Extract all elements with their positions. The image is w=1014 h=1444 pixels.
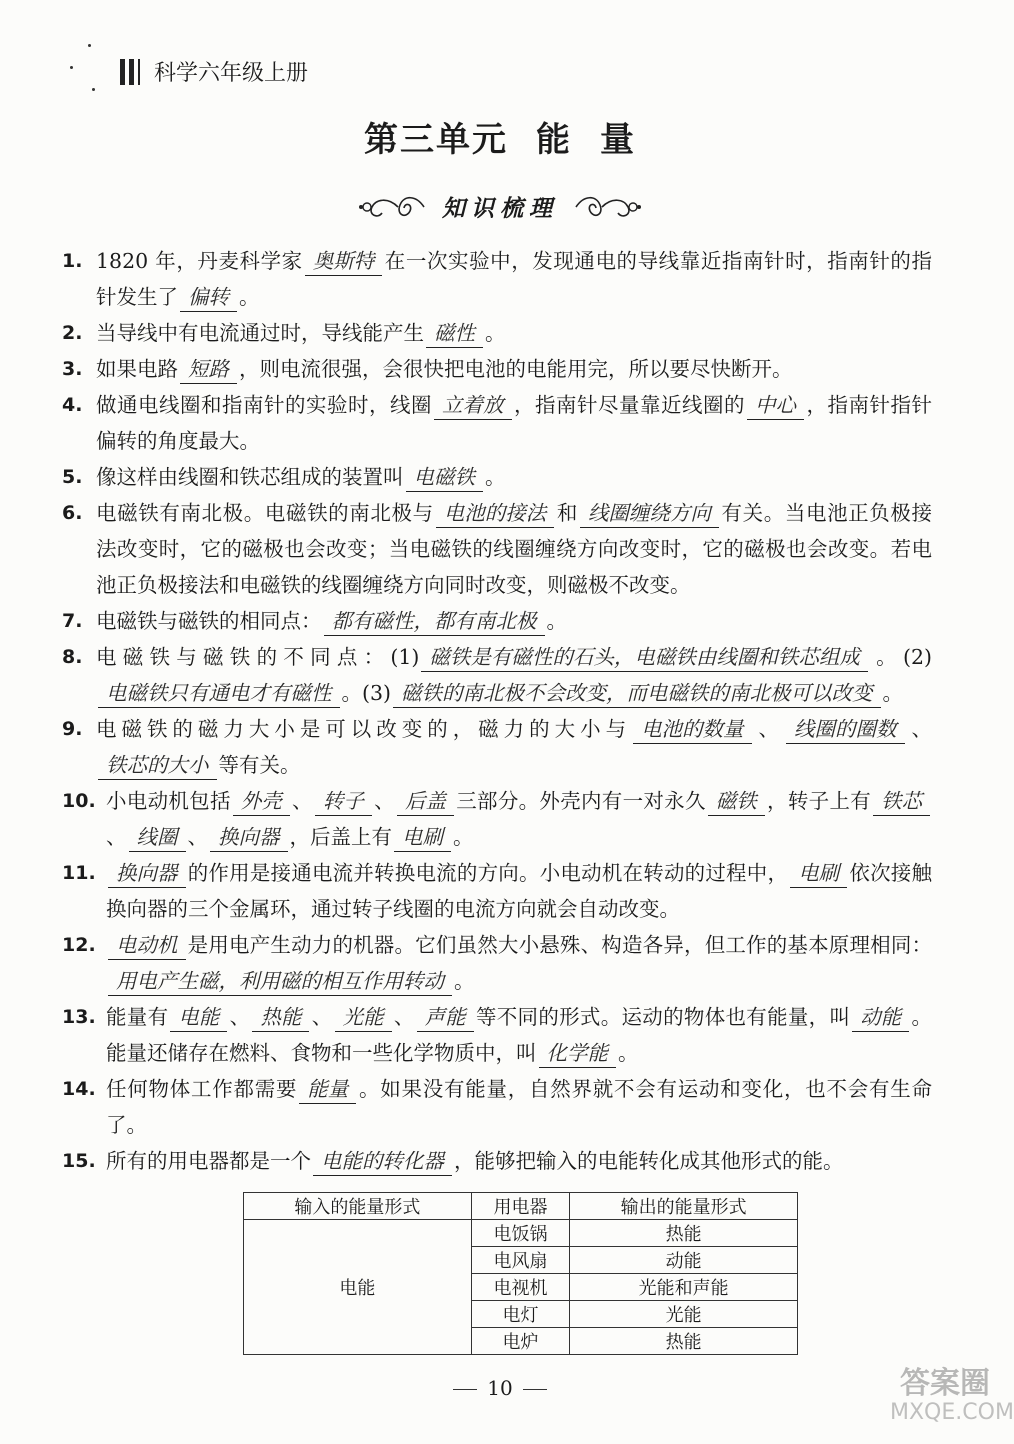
answer-blank: 短路 [180, 355, 237, 384]
item-text: 三部分。外壳内有一对永久 [455, 789, 706, 813]
item-text: 电磁铁与磁铁的不同点：(1) [96, 645, 420, 669]
answer-blank: 电能 [170, 1003, 227, 1032]
item-text: 、 [229, 1005, 251, 1029]
answer-blank: 中心 [747, 391, 804, 420]
item-text: 如果电路 [96, 357, 178, 381]
item-text: 是用电产生动力的机器。它们虽然大小悬殊、构造各异，但工作的基本原理相同： [187, 933, 932, 957]
item-text: 。如果没有能量，自然界就不会有运动和变化，也不会有生命了。 [106, 1077, 932, 1137]
device-cell: 电炉 [471, 1328, 570, 1355]
item-text: 电磁铁与磁铁的相同点： [96, 609, 322, 633]
table-header-row [244, 1193, 798, 1220]
item-text: 任何物体工作都需要 [106, 1077, 298, 1101]
item-text: 。 [485, 321, 506, 345]
answer-blank: 转子 [315, 787, 372, 816]
watermark-logo: 答案圈 [900, 1366, 990, 1401]
knowledge-list [62, 243, 932, 1179]
answer-blank: 电刷 [394, 823, 451, 852]
item-text: 。 [618, 1041, 639, 1065]
item-number: 1. [62, 250, 83, 272]
energy-conversion-table [243, 1192, 798, 1355]
item-text: 。 [453, 825, 474, 849]
answer-blank: 电动机 [108, 931, 186, 960]
device-cell: 电饭锅 [471, 1220, 570, 1247]
answer-blank: 能量 [299, 1075, 356, 1104]
item-text: 。 [485, 465, 506, 489]
item-text: 。能量还储存在燃料、食物和一些化学物质中，叫 [106, 1005, 933, 1065]
item-number: 11. [62, 862, 96, 884]
answer-blank: 电磁铁 [406, 463, 484, 492]
item-number: 5. [62, 466, 83, 488]
item-number: 4. [62, 394, 83, 416]
list-item-2 [62, 315, 932, 351]
item-number: 8. [62, 646, 83, 668]
answer-blank: 光能 [335, 1003, 392, 1032]
table-header-cell: 输出的能量形式 [570, 1193, 798, 1220]
answer-blank: 磁铁是有磁性的石头，电磁铁由线圈和铁芯组成 [421, 643, 868, 672]
answer-blank: 电磁铁只有通电才有磁性 [98, 679, 340, 708]
list-item-3 [62, 351, 932, 387]
item-number: 2. [62, 322, 83, 344]
answer-blank: 奥斯特 [305, 247, 383, 276]
answer-blank: 换向器 [210, 823, 288, 852]
answer-blank: 电池的接法 [436, 499, 555, 528]
item-text: 、 [753, 717, 785, 741]
item-text: 的作用是接通电流并转换电流的方向。小电动机在转动的过程中， [187, 861, 789, 885]
item-text: 、 [311, 1005, 333, 1029]
item-text: 等不同的形式。运动的物体也有能量，叫 [475, 1005, 851, 1029]
section-heading [0, 190, 1000, 223]
watermark-url: MXQE.COM [890, 1400, 1014, 1425]
item-text: ，则电流很强，会很快把电池的电能用完，所以要尽快断开。 [239, 357, 793, 381]
item-text: 等有关。 [218, 753, 301, 777]
item-text: 。(2) [869, 645, 932, 669]
item-text: 、 [393, 1005, 415, 1029]
item-text: 有关。当电池正负极接法改变时，它的磁极也会改变；当电磁铁的线圈缠绕方向改变时，它的磁极也会改变。若电池正负极接法和电磁铁的线圈缠绕方向同时改变，则磁极不改变。 [96, 501, 933, 597]
item-text: 在一次实验中，发现通电的导线靠近指南针时，指南针的指针发生了 [96, 249, 933, 309]
answer-blank: 电池的数量 [633, 715, 752, 744]
device-cell: 电风扇 [471, 1247, 570, 1274]
section-heading-text: 知识梳理 [442, 195, 558, 222]
item-text: 依次接触换向器的三个金属环，通过转子线圈的电流方向就会自动改变。 [106, 861, 933, 921]
output-cell: 光能 [570, 1301, 798, 1328]
list-item-4 [62, 387, 932, 459]
item-number: 10. [62, 790, 96, 812]
item-text: 和 [556, 501, 578, 525]
table-header-cell: 输入的能量形式 [244, 1193, 472, 1220]
list-item-6 [62, 495, 932, 603]
item-number: 12. [62, 934, 96, 956]
list-item-12 [62, 927, 932, 999]
list-item-1 [62, 243, 932, 315]
answer-blank: 都有磁性，都有南北极 [324, 607, 545, 636]
left-ornament-icon [358, 191, 428, 223]
item-text: ，指南针指针偏转的角度最大。 [96, 393, 932, 453]
answer-blank: 立着放 [434, 391, 512, 420]
answer-blank: 电刷 [790, 859, 847, 888]
output-cell: 热能 [570, 1328, 798, 1355]
item-number: 14. [62, 1078, 96, 1100]
item-text: 电磁铁的磁力大小是可以改变的，磁力的大小与 [96, 717, 632, 741]
answer-blank: 铁芯的大小 [98, 751, 217, 780]
answer-blank: 铁芯 [873, 787, 930, 816]
list-item-8 [62, 639, 932, 711]
item-text: 1820 年，丹麦科学家 [96, 249, 303, 273]
answer-blank: 动能 [852, 1003, 909, 1032]
title-unit: 第三单元 [364, 120, 508, 160]
page-number [0, 1376, 1000, 1400]
item-text: 做通电线圈和指南针的实验时，线圈 [96, 393, 432, 417]
item-text: 能量有 [106, 1005, 169, 1029]
item-number: 7. [62, 610, 83, 632]
item-text: 。(3) [341, 681, 392, 705]
item-text: 、 [187, 825, 208, 849]
scan-marks [68, 44, 98, 104]
item-text: 。 [882, 681, 904, 705]
header-text: 科学六年级上册 [154, 61, 309, 86]
item-text: 、 [106, 825, 127, 849]
item-text: 。 [546, 609, 567, 633]
answer-blank: 外壳 [233, 787, 290, 816]
item-text: 所有的用电器都是一个 [106, 1149, 311, 1173]
unit-title [0, 112, 1000, 161]
answer-blank: 后盖 [397, 787, 454, 816]
list-item-5 [62, 459, 932, 495]
item-number: 15. [62, 1150, 96, 1172]
title-char-2: 量 [600, 120, 636, 160]
item-text: ，后盖上有 [289, 825, 392, 849]
item-text: 。 [239, 285, 260, 309]
title-char-1: 能 [536, 120, 572, 160]
table-row [244, 1220, 798, 1247]
answer-blank: 磁性 [426, 319, 483, 348]
item-text: 像这样由线圈和铁芯组成的装置叫 [96, 465, 404, 489]
output-cell: 热能 [570, 1220, 798, 1247]
header-bars-icon [120, 59, 140, 85]
answer-blank: 用电产生磁，利用磁的相互作用转动 [108, 967, 452, 996]
page-header [120, 56, 308, 87]
output-cell: 光能和声能 [570, 1274, 798, 1301]
answer-blank: 线圈的圈数 [786, 715, 905, 744]
answer-blank: 偏转 [180, 283, 237, 312]
list-item-15 [62, 1143, 932, 1179]
answer-blank: 声能 [417, 1003, 474, 1032]
item-text: 当导线中有电流通过时，导线能产生 [96, 321, 424, 345]
item-text: 、 [373, 789, 395, 813]
item-text: 。 [454, 969, 475, 993]
item-number: 9. [62, 718, 83, 740]
item-text: 、 [906, 717, 933, 741]
item-text: ，转子上有 [766, 789, 872, 813]
item-text: ，能够把输入的电能转化成其他形式的能。 [454, 1149, 844, 1173]
item-text: ，指南针尽量靠近线圈的 [513, 393, 745, 417]
table-header-cell: 用电器 [471, 1193, 570, 1220]
list-item-13 [62, 999, 932, 1071]
item-number: 13. [62, 1006, 96, 1028]
device-cell: 电灯 [471, 1301, 570, 1328]
input-energy-cell: 电能 [244, 1220, 472, 1355]
answer-blank: 线圈缠绕方向 [580, 499, 719, 528]
item-text: 电磁铁有南北极。电磁铁的南北极与 [96, 501, 434, 525]
device-cell: 电视机 [471, 1274, 570, 1301]
answer-blank: 化学能 [539, 1039, 617, 1068]
item-number: 3. [62, 358, 83, 380]
answer-blank: 换向器 [108, 859, 186, 888]
item-text: 小电动机包括 [106, 789, 231, 813]
answer-blank: 磁铁的南北极不会改变，而电磁铁的南北极可以改变 [393, 679, 881, 708]
right-ornament-icon [572, 191, 642, 223]
list-item-11 [62, 855, 932, 927]
answer-blank: 线圈 [129, 823, 186, 852]
page-number-text: 10 [487, 1376, 513, 1400]
item-text: 、 [291, 789, 313, 813]
list-item-7 [62, 603, 932, 639]
answer-blank: 热能 [252, 1003, 309, 1032]
output-cell: 动能 [570, 1247, 798, 1274]
answer-blank: 磁铁 [708, 787, 765, 816]
list-item-14 [62, 1071, 932, 1143]
list-item-9 [62, 711, 932, 783]
answer-blank: 电能的转化器 [313, 1147, 452, 1176]
item-number: 6. [62, 502, 83, 524]
list-item-10 [62, 783, 932, 855]
